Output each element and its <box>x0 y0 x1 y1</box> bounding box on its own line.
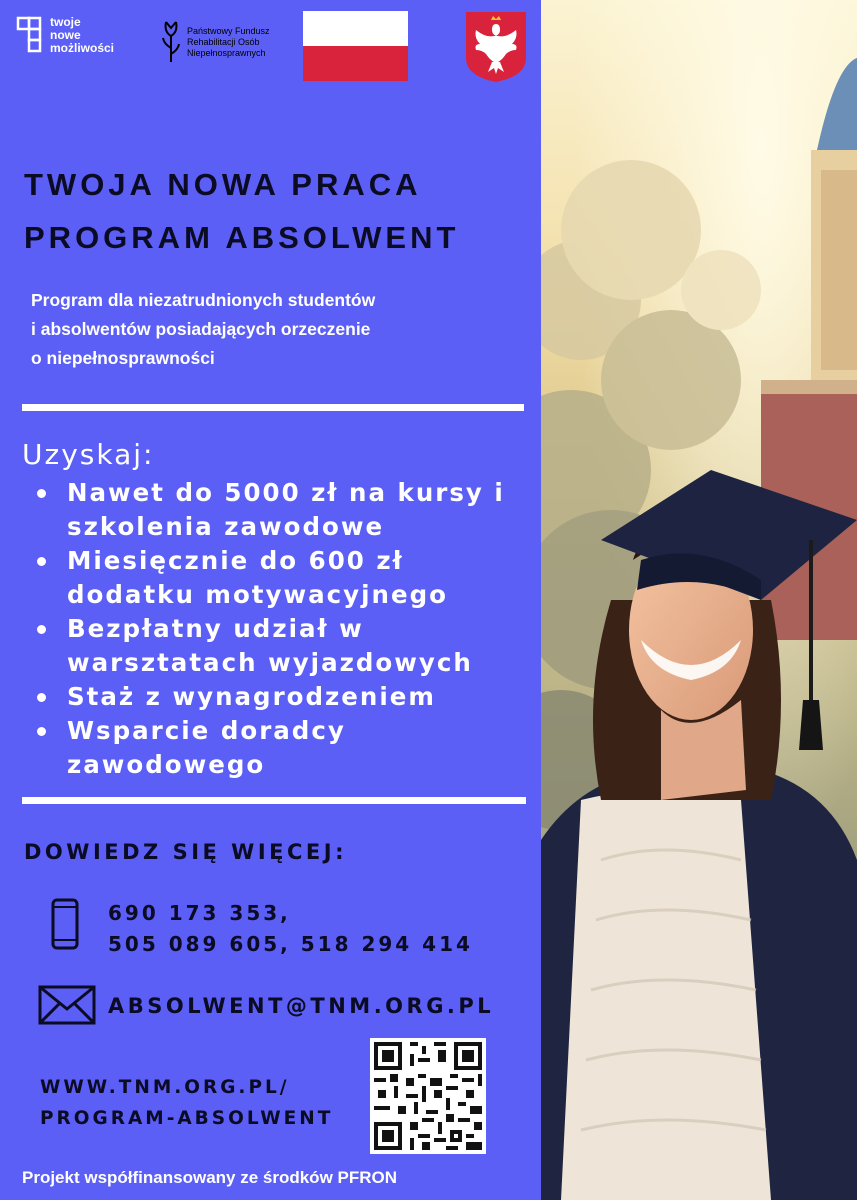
pfron-line-1: Państwowy Fundusz <box>187 26 270 36</box>
funding-note: Projekt współfinansowany ze środków PFRON <box>22 1168 398 1187</box>
benefit-text: Wsparcie doradcy <box>67 716 346 745</box>
phone-line-2[interactable]: 505 089 605, 518 294 414 <box>108 932 473 956</box>
phone-numbers[interactable] <box>108 898 473 960</box>
tnm-line-1: twoje <box>50 15 81 29</box>
benefit-item <box>34 714 539 782</box>
pfron-flower-icon <box>160 18 182 66</box>
lead-line-3: o niepełnosprawności <box>31 348 215 368</box>
envelope-icon <box>38 985 96 1025</box>
flag-red-stripe <box>303 46 408 81</box>
qr-code-icon[interactable] <box>370 1038 486 1154</box>
flag-white-stripe <box>303 11 408 46</box>
benefits-list <box>34 476 539 782</box>
benefit-item <box>34 544 539 612</box>
benefit-item <box>34 680 539 714</box>
smartphone-icon <box>51 898 79 950</box>
photo-illustration <box>541 0 857 1200</box>
lead-line-1: Program dla niezatrudnionych studentów <box>31 290 376 310</box>
tnm-logo-icon <box>16 16 44 56</box>
program-description <box>31 286 511 373</box>
pfron-line-3: Niepełnosprawnych <box>187 48 266 58</box>
pfron-logo-text <box>187 26 270 66</box>
pfron-line-2: Rehabilitacji Osób <box>187 37 260 47</box>
divider-top <box>22 404 524 411</box>
url-line-1[interactable]: WWW.TNM.ORG.PL/ <box>40 1077 290 1098</box>
divider-bottom <box>22 797 526 804</box>
lead-line-2: i absolwentów posiadających orzeczenie <box>31 319 371 339</box>
benefit-text: dodatku motywacyjnego <box>67 580 448 609</box>
contact-heading: DOWIEDZ SIĘ WIĘCEJ: <box>24 840 347 864</box>
benefits-heading: Uzyskaj: <box>22 438 155 471</box>
polish-flag <box>303 11 408 81</box>
pfron-logo <box>160 18 270 66</box>
tnm-line-3: możliwości <box>50 41 115 55</box>
poster-title <box>24 158 459 264</box>
tnm-logo-text <box>50 16 114 56</box>
email-link[interactable]: ABSOLWENT@TNM.ORG.PL <box>108 994 495 1018</box>
benefit-text: Miesięcznie do 600 zł <box>67 546 404 575</box>
benefit-text: warsztatach wyjazdowych <box>67 648 473 677</box>
benefit-text: Staż z wynagrodzeniem <box>67 682 436 711</box>
url-line-2[interactable]: PROGRAM-ABSOLWENT <box>40 1108 334 1129</box>
twoje-nowe-mozliwosci-logo <box>16 16 114 56</box>
website-link[interactable] <box>40 1072 333 1134</box>
white-eagle-emblem-icon <box>464 10 528 84</box>
benefit-text: Nawet do 5000 zł na kursy i <box>67 478 505 507</box>
benefit-text: szkolenia zawodowe <box>67 512 385 541</box>
benefit-item <box>34 612 539 680</box>
phone-line-1[interactable]: 690 173 353, <box>108 901 291 925</box>
title-line-1: TWOJA NOWA PRACA <box>24 167 422 202</box>
benefit-text: Bezpłatny udział w <box>67 614 364 643</box>
title-line-2: PROGRAM ABSOLWENT <box>24 220 460 255</box>
graduate-woman-photo <box>541 0 857 1200</box>
benefit-item <box>34 476 539 544</box>
tnm-line-2: nowe <box>50 28 81 42</box>
benefit-text: zawodowego <box>67 750 266 779</box>
